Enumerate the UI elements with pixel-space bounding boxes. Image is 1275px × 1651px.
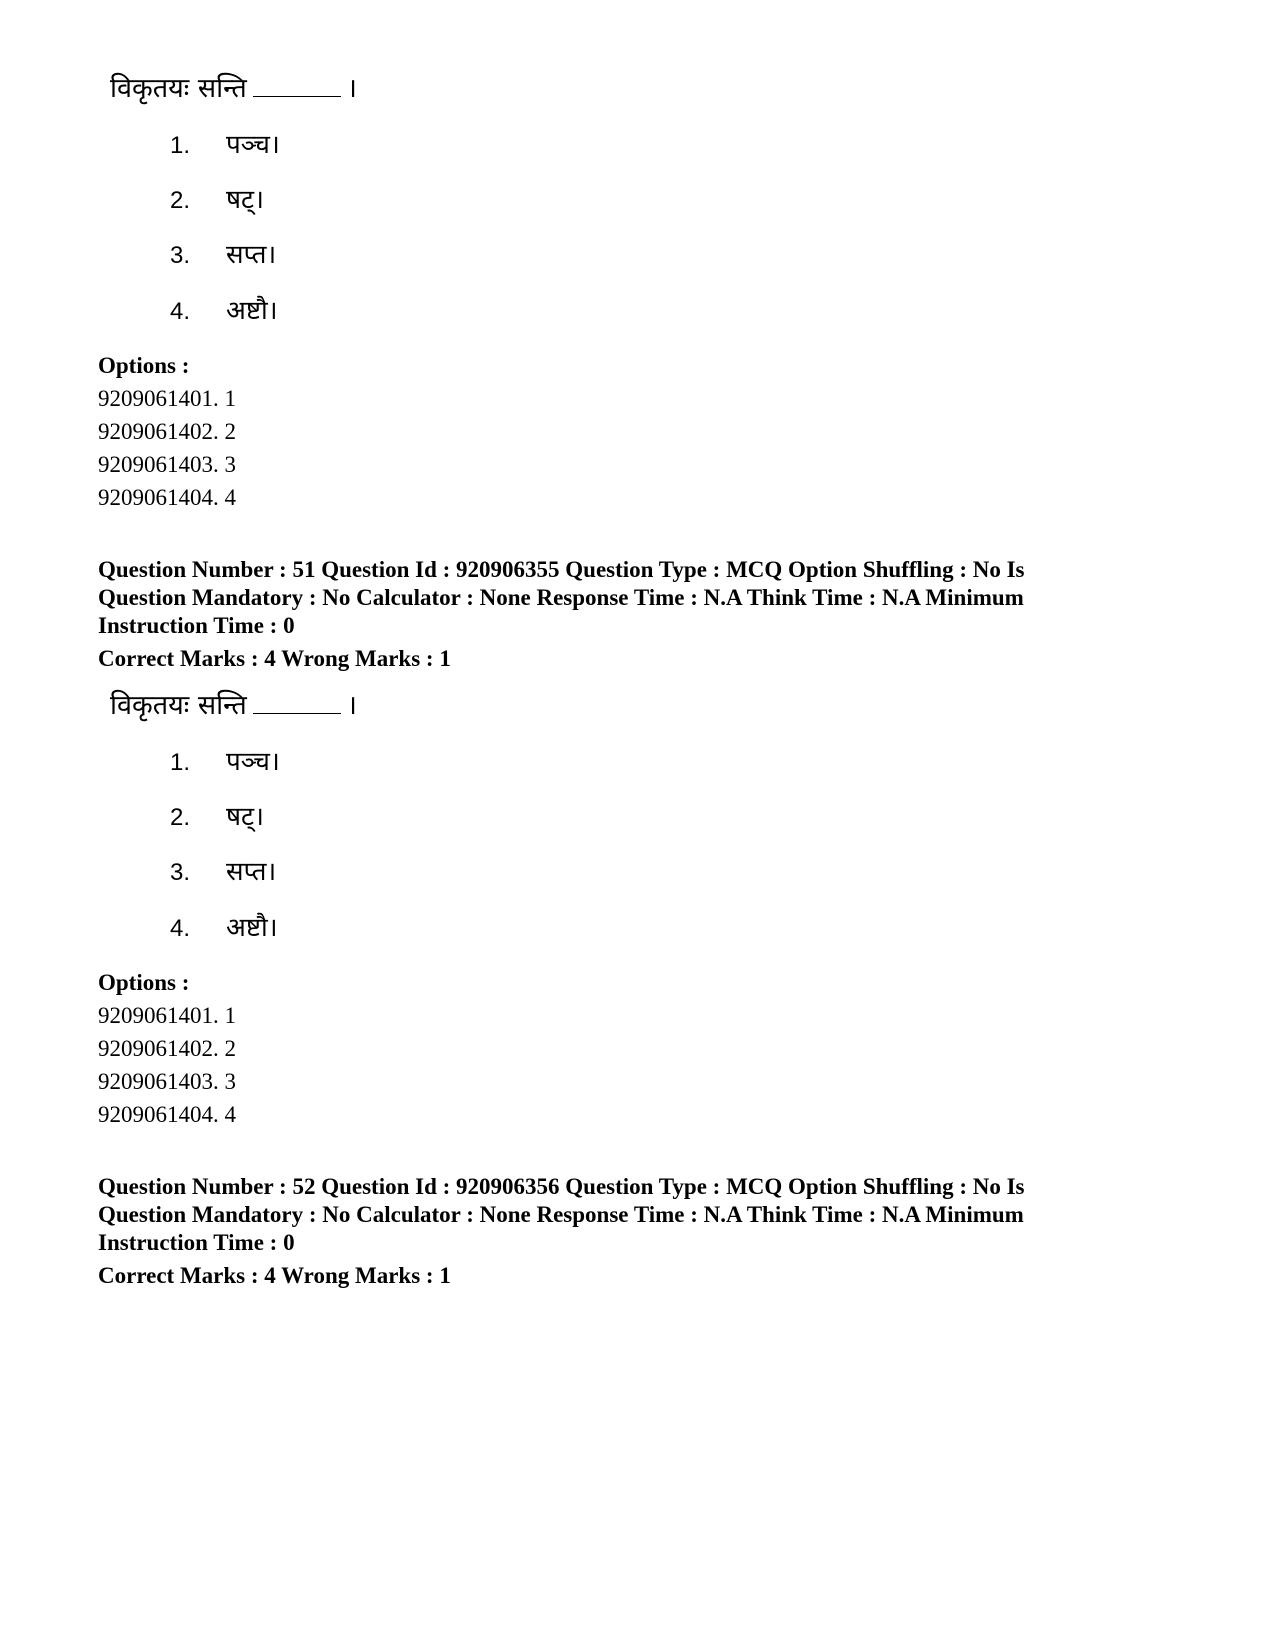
question-meta bbox=[98, 556, 1098, 673]
stem-text: विकृतयः सन्ति bbox=[110, 73, 247, 104]
stem-text: विकृतयः सन्ति bbox=[110, 690, 247, 721]
meta-line: Question Number : 52 Question Id : 920906356 Question Type : MCQ Option Shuffling : No Is bbox=[98, 1174, 1025, 1199]
item-text: पञ्च। bbox=[226, 747, 280, 777]
item-number: 1. bbox=[170, 132, 191, 159]
option-row: 9209061402. 2 bbox=[98, 1036, 236, 1061]
item-number: 4. bbox=[170, 915, 191, 942]
question-image bbox=[98, 687, 698, 957]
question-item bbox=[170, 745, 280, 779]
answer-blank bbox=[253, 687, 341, 714]
options-heading: Options : bbox=[98, 970, 190, 995]
option-row: 9209061404. 4 bbox=[98, 1102, 236, 1127]
marks-line: Correct Marks : 4 Wrong Marks : 1 bbox=[98, 1263, 451, 1288]
options-list bbox=[98, 349, 236, 514]
item-text: अष्टौ। bbox=[226, 296, 278, 326]
question-meta bbox=[98, 1173, 1098, 1290]
item-number: 4. bbox=[170, 298, 191, 325]
item-text: अष्टौ। bbox=[226, 913, 278, 943]
meta-line: Question Number : 51 Question Id : 920906355 Question Type : MCQ Option Shuffling : No Is bbox=[98, 557, 1025, 582]
marks-line: Correct Marks : 4 Wrong Marks : 1 bbox=[98, 646, 451, 671]
item-text: पञ्च। bbox=[226, 130, 280, 160]
item-number: 3. bbox=[170, 859, 191, 886]
option-row: 9209061402. 2 bbox=[98, 419, 236, 444]
item-number: 2. bbox=[170, 804, 191, 831]
meta-line: Question Mandatory : No Calculator : None Response Time : N.A Think Time : N.A Minimum bbox=[98, 585, 1024, 610]
options-list bbox=[98, 966, 236, 1131]
question-item bbox=[170, 128, 280, 162]
item-number: 2. bbox=[170, 187, 191, 214]
option-row: 9209061401. 1 bbox=[98, 386, 236, 411]
option-row: 9209061401. 1 bbox=[98, 1003, 236, 1028]
item-text: सप्त। bbox=[226, 240, 277, 270]
option-row: 9209061403. 3 bbox=[98, 452, 236, 477]
option-row: 9209061404. 4 bbox=[98, 485, 236, 510]
question-item bbox=[170, 294, 278, 328]
question-item bbox=[170, 800, 264, 834]
question-stem bbox=[110, 687, 357, 723]
question-image bbox=[98, 70, 698, 340]
question-item bbox=[170, 183, 264, 217]
answer-blank bbox=[253, 70, 341, 97]
item-number: 3. bbox=[170, 242, 191, 269]
item-text: षट्। bbox=[226, 185, 264, 215]
option-row: 9209061403. 3 bbox=[98, 1069, 236, 1094]
stem-end: । bbox=[346, 690, 358, 721]
item-text: षट्। bbox=[226, 802, 264, 832]
meta-line: Question Mandatory : No Calculator : None Response Time : N.A Think Time : N.A Minimum bbox=[98, 1202, 1024, 1227]
item-number: 1. bbox=[170, 749, 191, 776]
item-text: सप्त। bbox=[226, 857, 277, 887]
question-stem bbox=[110, 70, 357, 106]
question-item bbox=[170, 911, 278, 945]
options-heading: Options : bbox=[98, 353, 190, 378]
question-item bbox=[170, 238, 276, 272]
stem-end: । bbox=[346, 73, 358, 104]
meta-line: Instruction Time : 0 bbox=[98, 613, 295, 638]
question-item bbox=[170, 855, 276, 889]
meta-line: Instruction Time : 0 bbox=[98, 1230, 295, 1255]
